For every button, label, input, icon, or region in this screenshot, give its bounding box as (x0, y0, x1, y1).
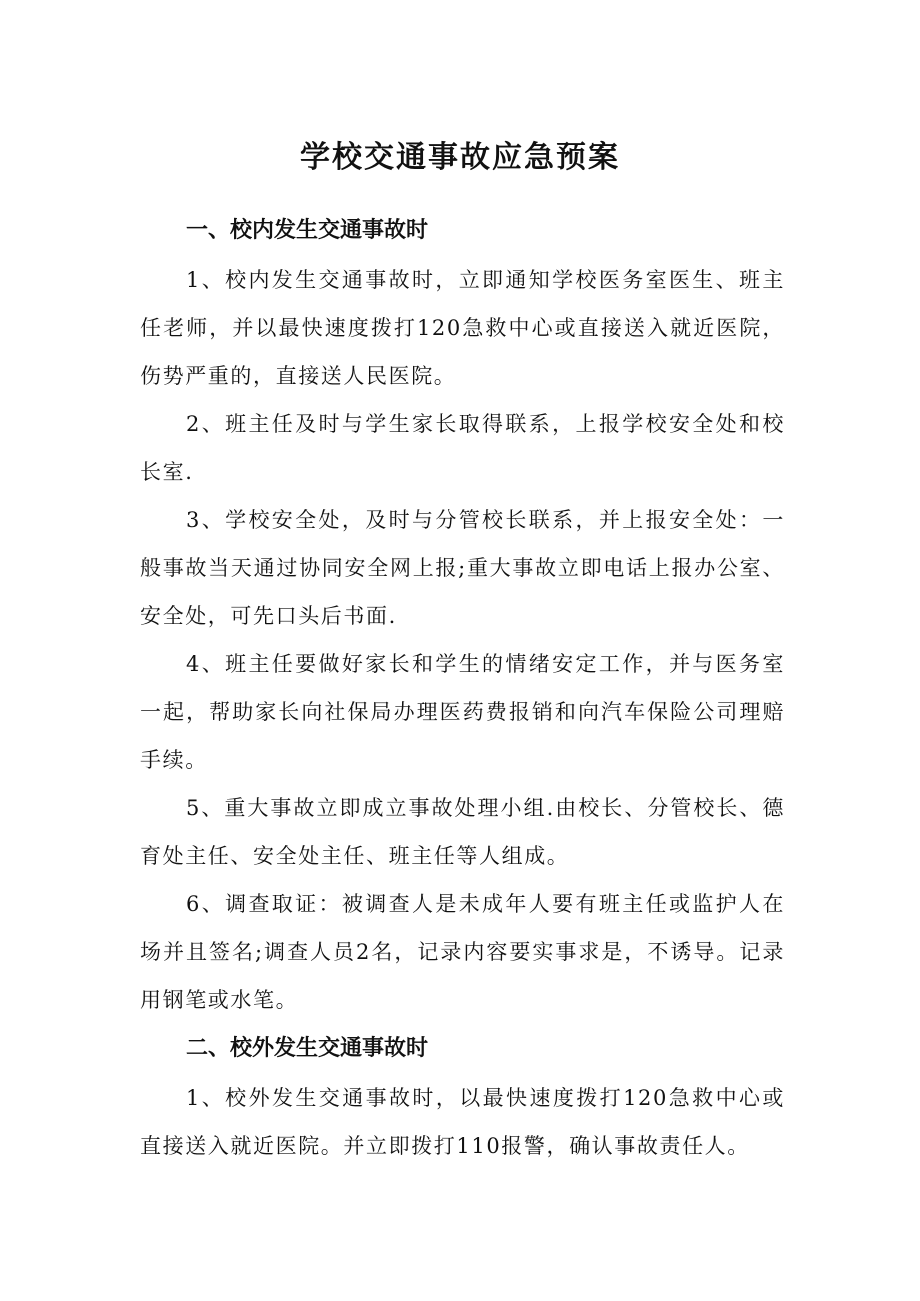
paragraph: 1、校内发生交通事故时，立即通知学校医务室医生、班主任老师，并以最快速度拨打120急救中心或直接送入就近医院，伤势严重的，直接送人民医院。 (140, 268, 785, 388)
section-off-campus (140, 1024, 785, 1170)
paragraph: 1、校外发生交通事故时，以最快速度拨打120急救中心或直接送入就近医院。并立即拨打110报警，确认事故责任人。 (140, 1086, 785, 1158)
section-heading: 二、校外发生交通事故时 (186, 1036, 429, 1061)
paragraph: 2、班主任及时与学生家长取得联系，上报学校安全处和校长室. (140, 412, 785, 484)
paragraph: 5、重大事故立即成立事故处理小组.由校长、分管校长、德育处主任、安全处主任、班主任等人组成。 (140, 796, 785, 868)
section-on-campus (140, 206, 785, 1024)
paragraph: 4、班主任要做好家长和学生的情绪安定工作，并与医务室一起，帮助家长向社保局办理医药费报销和向汽车保险公司理赔手续。 (140, 652, 785, 772)
section-heading: 一、校内发生交通事故时 (186, 218, 429, 243)
document-body (140, 206, 785, 1170)
paragraph: 3、学校安全处，及时与分管校长联系，并上报安全处：一般事故当天通过协同安全网上报;重大事故立即电话上报办公室、安全处，可先口头后书面. (140, 508, 785, 628)
document-title: 学校交通事故应急预案 (300, 140, 620, 175)
paragraph: 6、调查取证：被调查人是未成年人要有班主任或监护人在场并且签名;调查人员2名，记录内容要实事求是，不诱导。记录用钢笔或水笔。 (140, 892, 785, 1012)
